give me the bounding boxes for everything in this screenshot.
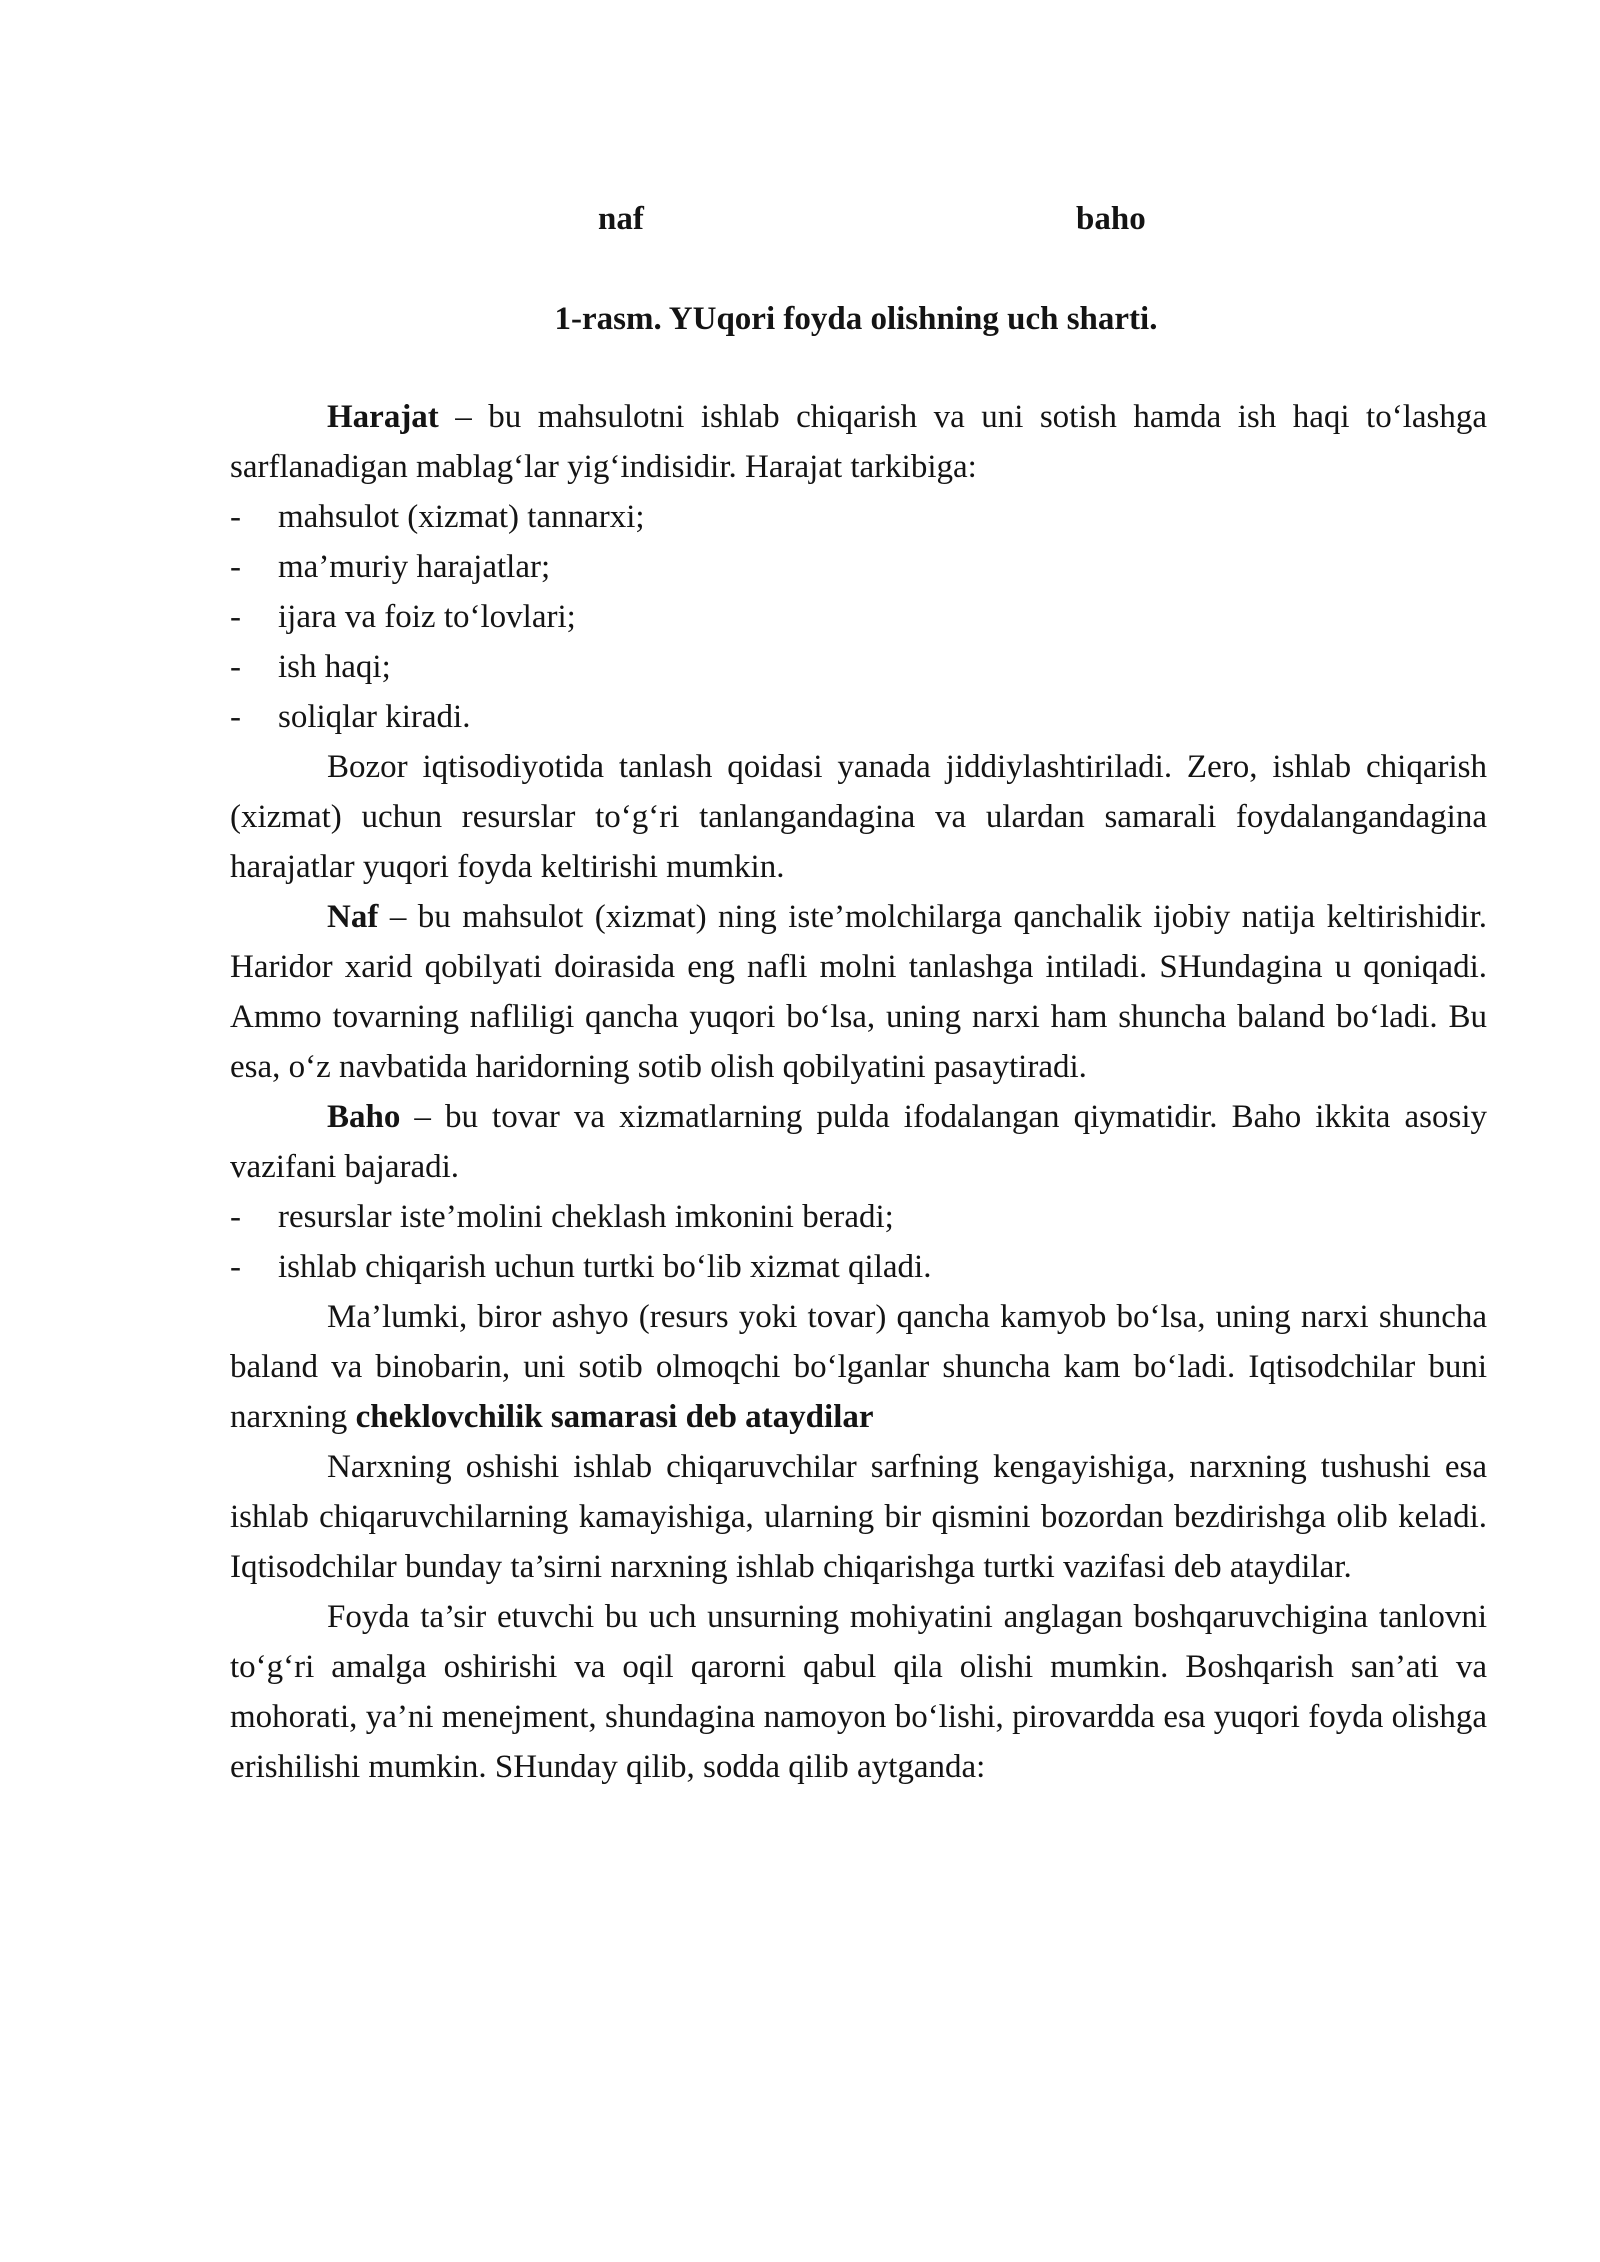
- term-naf: Naf: [327, 899, 379, 935]
- list-item-text: soliqlar kiradi.: [278, 699, 471, 735]
- list-dash: -: [230, 699, 241, 735]
- list-item: [230, 592, 1487, 642]
- harajat-definition: – bu mahsulotni ishlab chiqarish va uni sotish hamda ish haqi to‘lashga sarflanadigan mablag‘lar yig‘indisidir. Harajat tarkibiga:: [230, 399, 1487, 485]
- list-item-text: ma’muriy harajatlar;: [278, 549, 551, 585]
- list-dash: -: [230, 549, 241, 585]
- list-dash: -: [230, 1199, 241, 1235]
- baho-definition: – bu tovar va xizmatlarning pulda ifodalangan qiymatidir. Baho ikkita asosiy vazifani bajaradi.: [230, 1099, 1487, 1185]
- list-dash: -: [230, 599, 241, 635]
- malumki-text: Ma’lumki, biror ashyo (resurs yoki tovar) qancha kamyob bo‘lsa, uning narxi shuncha baland va binobarin, uni sotib olmoqchi bo‘lganlar shuncha kam bo‘ladi. Iqtisodchilar buni narxning: [230, 1299, 1487, 1435]
- list-item: [230, 492, 1487, 542]
- paragraph-malumki: [230, 1292, 1487, 1442]
- paragraph-baho: [230, 1092, 1487, 1192]
- list-dash: -: [230, 499, 241, 535]
- list-dash: -: [230, 1249, 241, 1285]
- figure-caption: 1-rasm. YUqori foyda olishning uch sharti.: [554, 301, 1158, 337]
- list-item: [230, 1242, 1487, 1292]
- paragraph-foyda: Foyda ta’sir etuvchi bu uch unsurning mohiyatini anglagan boshqaruvchigina tanlovni to‘g‘ri amalga oshirishi va oqil qarorni qabul qila olishi mumkin. Boshqarish san’ati va mohorati, ya’ni menejment, shundagina namoyon bo‘lishi, pirovardda esa yuqori foyda olishga erishilishi mumkin. SHunday qilib, sodda qilib aytganda:: [230, 1599, 1487, 1785]
- list-item-text: mahsulot (xizmat) tannarxi;: [278, 499, 645, 535]
- list-item-text: ish haqi;: [278, 649, 391, 685]
- figure-label-baho: baho: [1076, 201, 1146, 237]
- list-item: [230, 692, 1487, 742]
- paragraph-narxning: Narxning oshishi ishlab chiqaruvchilar sarfning kengayishiga, narxning tushushi esa ishlab chiqaruvchilarning kamayishiga, ularning bir qismini bozordan bezdirishga olib keladi. Iqtisodchilar bunday ta’sirni narxning ishlab chiqarishga turtki vazifasi deb ataydilar.: [230, 1449, 1487, 1585]
- list-item-text: resurslar iste’molini cheklash imkonini beradi;: [278, 1199, 894, 1235]
- figure-label-naf: naf: [598, 201, 644, 237]
- paragraph-bozor: Bozor iqtisodiyotida tanlash qoidasi yanada jiddiylashtiriladi. Zero, ishlab chiqarish (xizmat) uchun resurslar to‘g‘ri tanlangandagina va ulardan samarali foydalangandagina harajatlar yuqori foyda keltirishi mumkin.: [230, 749, 1487, 885]
- term-harajat: Harajat: [327, 399, 439, 435]
- paragraph-harajat: [230, 392, 1487, 492]
- list-item-text: ijara va foiz to‘lovlari;: [278, 599, 576, 635]
- term-baho: Baho: [327, 1099, 401, 1135]
- naf-definition: – bu mahsulot (xizmat) ning iste’molchilarga qanchalik ijobiy natija keltirishidir. Haridor xarid qobilyati doirasida eng nafli molni tanlashga intiladi. SHundagina u qoniqadi. Ammo tovarning nafliligi qancha yuqori bo‘lsa, uning narxi ham shuncha baland bo‘ladi. Bu esa, o‘z navbatida haridorning sotib olish qobilyatini pasaytiradi.: [230, 899, 1487, 1085]
- malumki-bold-phrase: cheklovchilik samarasi deb ataydilar: [355, 1399, 874, 1435]
- list-item: [230, 642, 1487, 692]
- list-item: [230, 1192, 1487, 1242]
- paragraph-naf: [230, 892, 1487, 1092]
- list-item: [230, 542, 1487, 592]
- list-item-text: ishlab chiqarish uchun turtki bo‘lib xizmat qiladi.: [278, 1249, 932, 1285]
- list-dash: -: [230, 649, 241, 685]
- body-text: [230, 392, 1487, 1792]
